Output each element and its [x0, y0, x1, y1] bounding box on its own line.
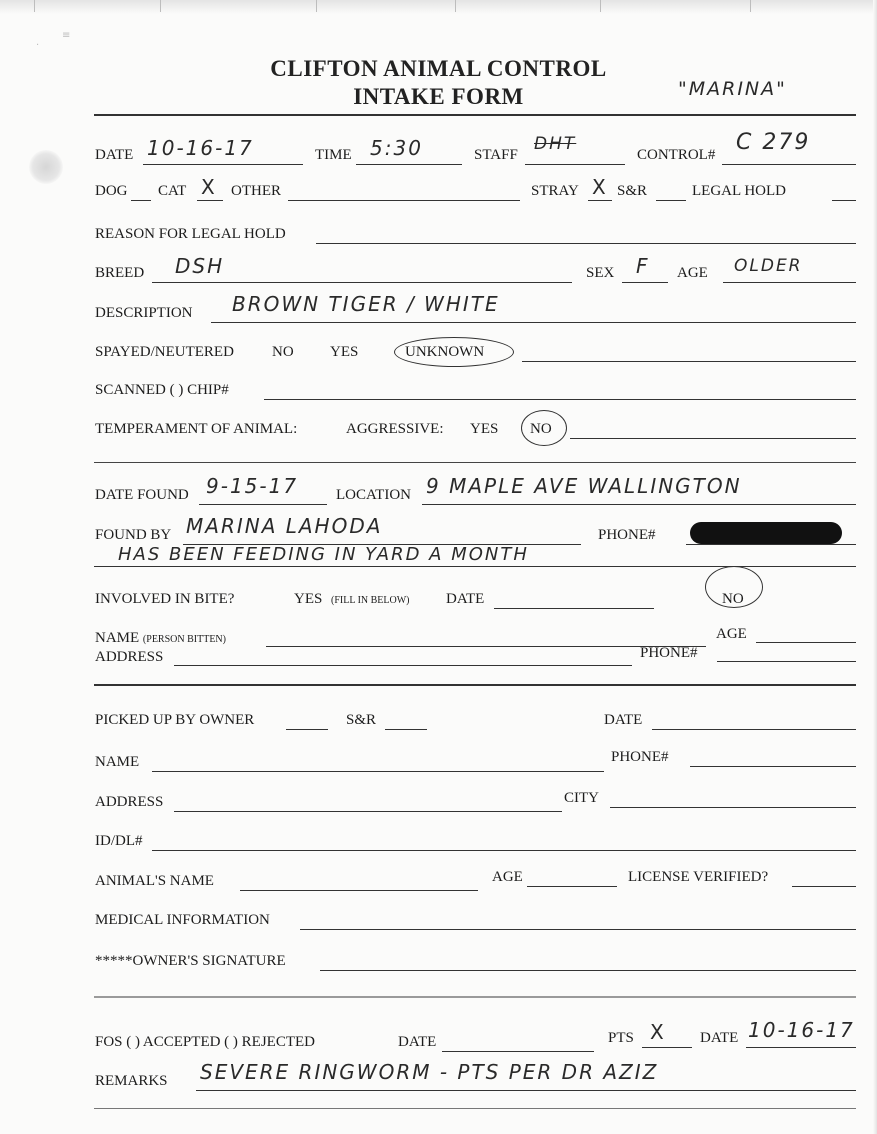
age-value: OLDER	[734, 256, 803, 276]
scan-top-edge	[0, 0, 877, 14]
stray-check-mark: X	[592, 175, 606, 199]
animal-nickname: "MARINA"	[678, 78, 787, 100]
other-label: OTHER	[231, 183, 281, 199]
medical-info-label: MEDICAL INFORMATION	[95, 912, 270, 928]
staff-field[interactable]	[525, 164, 625, 165]
location-label: LOCATION	[336, 487, 411, 503]
section-divider	[94, 684, 856, 686]
owner-city-field[interactable]	[610, 807, 856, 808]
pts-check-mark: X	[650, 1020, 664, 1044]
fos-date-label: DATE	[398, 1034, 437, 1050]
dog-label: DOG	[95, 183, 128, 199]
bite-date-field[interactable]	[494, 608, 654, 609]
other-field[interactable]	[288, 200, 520, 201]
age-label: AGE	[677, 265, 708, 281]
spayed-notes-field[interactable]	[522, 361, 856, 362]
found-note-value: HAS BEEN FEEDING IN YARD A MONTH	[118, 544, 529, 565]
bite-no-circle-mark	[705, 566, 763, 608]
section-divider	[94, 462, 856, 463]
aggressive-no-option[interactable]: NO	[530, 421, 552, 437]
owner-sr-field[interactable]	[385, 729, 427, 730]
sex-label: SEX	[586, 265, 615, 281]
spayed-no-option[interactable]: NO	[272, 344, 294, 360]
person-bitten-note: (PERSON BITTEN)	[142, 634, 226, 645]
staff-value: DHT	[534, 134, 577, 154]
chip-number-field[interactable]	[264, 399, 856, 400]
owner-age-field[interactable]	[527, 886, 617, 887]
bite-date-label: DATE	[446, 591, 485, 607]
bottom-divider	[94, 1108, 856, 1109]
license-verified-label: LICENSE VERIFIED?	[628, 869, 769, 885]
redacted-phone-mark	[690, 522, 842, 544]
staff-label: STAFF	[474, 147, 518, 163]
time-label: TIME	[315, 147, 352, 163]
bite-yes-option[interactable]: YES	[294, 591, 323, 607]
aggressive-label: AGGRESSIVE:	[346, 421, 444, 437]
breed-value: DSH	[175, 254, 225, 278]
unknown-circle-mark	[394, 337, 514, 367]
description-label: DESCRIPTION	[95, 305, 193, 321]
bitten-address-field[interactable]	[174, 665, 632, 666]
control-field[interactable]	[722, 164, 856, 165]
owner-phone-label: PHONE#	[611, 749, 669, 765]
spayed-yes-option[interactable]: YES	[330, 344, 359, 360]
header-divider	[94, 114, 856, 116]
scan-right-edge	[873, 0, 877, 1134]
cat-check-mark: X	[201, 175, 215, 199]
bitten-name-label	[95, 630, 226, 647]
bite-no-option[interactable]: NO	[722, 591, 744, 607]
temperament-label: TEMPERAMENT OF ANIMAL:	[95, 421, 298, 437]
date-found-label: DATE FOUND	[95, 487, 189, 503]
found-by-phone-field[interactable]	[686, 544, 856, 545]
legal-hold-field[interactable]	[832, 200, 856, 201]
reason-legal-hold-label: REASON FOR LEGAL HOLD	[95, 226, 286, 242]
description-value: BROWN TIGER / WHITE	[232, 292, 500, 316]
owner-name-label: NAME	[95, 754, 140, 770]
sr-field[interactable]	[656, 200, 686, 201]
found-by-phone-label: PHONE#	[598, 527, 656, 543]
found-by-label: FOUND BY	[95, 527, 172, 543]
reason-legal-hold-field[interactable]	[316, 243, 856, 244]
spayed-neutered-label: SPAYED/NEUTERED	[95, 344, 234, 360]
fos-date-field[interactable]	[442, 1051, 594, 1052]
sr-label: S&R	[617, 183, 648, 199]
sex-field[interactable]	[622, 282, 668, 283]
remarks-label: REMARKS	[95, 1073, 168, 1089]
id-dl-label: ID/DL#	[95, 833, 143, 849]
legal-hold-label: LEGAL HOLD	[692, 183, 787, 199]
fill-in-below-note: (FILL IN BELOW)	[331, 595, 410, 606]
owner-signature-label: *****OWNER'S SIGNATURE	[95, 953, 286, 969]
bitten-phone-label: PHONE#	[640, 645, 698, 661]
bitten-address-label: ADDRESS	[95, 649, 164, 665]
section-divider	[94, 996, 856, 998]
owner-sr-label: S&R	[346, 712, 377, 728]
owner-address-label: ADDRESS	[95, 794, 164, 810]
id-dl-field[interactable]	[152, 850, 856, 851]
form-title-line1: CLIFTON ANIMAL CONTROL	[270, 56, 607, 81]
animals-name-label: ANIMAL'S NAME	[95, 873, 214, 889]
owner-name-field[interactable]	[152, 771, 604, 772]
sex-value: F	[636, 254, 650, 278]
remarks-field[interactable]	[196, 1090, 856, 1091]
bitten-name-text: NAME	[95, 630, 140, 646]
pts-date-field[interactable]	[746, 1047, 856, 1048]
hole-punch-mark	[29, 150, 63, 184]
spayed-unknown-option[interactable]: UNKNOWN	[405, 344, 485, 360]
date-label: DATE	[95, 147, 134, 163]
date-found-field[interactable]	[199, 504, 327, 505]
owner-address-field[interactable]	[174, 811, 562, 812]
owner-date-field[interactable]	[652, 729, 856, 730]
bitten-age-label: AGE	[716, 626, 747, 642]
date-found-value: 9-15-17	[206, 474, 299, 498]
breed-label: BREED	[95, 265, 145, 281]
form-title-line2: INTAKE FORM	[353, 84, 524, 109]
bitten-phone-field[interactable]	[717, 661, 856, 662]
date-field[interactable]	[143, 164, 303, 165]
breed-field[interactable]	[152, 282, 572, 283]
no-circle-mark	[521, 410, 567, 446]
bitten-age-field[interactable]	[756, 642, 856, 643]
picked-up-owner-field[interactable]	[286, 729, 328, 730]
cat-label: CAT	[158, 183, 187, 199]
scan-speck: ·	[36, 40, 40, 51]
pts-date-label: DATE	[700, 1030, 739, 1046]
time-value: 5:30	[370, 136, 423, 160]
license-verified-field[interactable]	[792, 886, 856, 887]
remarks-value: SEVERE RINGWORM - PTS PER DR AZIZ	[200, 1060, 659, 1084]
aggressive-yes-option[interactable]: YES	[470, 421, 499, 437]
control-label: CONTROL#	[637, 147, 716, 163]
stray-field[interactable]	[588, 200, 612, 201]
involved-bite-label: INVOLVED IN BITE?	[95, 591, 235, 607]
owner-city-label: CITY	[564, 790, 599, 806]
scan-speck: ≡	[62, 30, 71, 41]
control-value: C 279	[736, 130, 811, 155]
pts-label: PTS	[608, 1030, 634, 1046]
owner-phone-field[interactable]	[690, 766, 856, 767]
stray-label: STRAY	[531, 183, 579, 199]
description-field[interactable]	[211, 322, 856, 323]
age-field[interactable]	[723, 282, 856, 283]
medical-info-field[interactable]	[300, 929, 856, 930]
location-value: 9 MAPLE AVE WALLINGTON	[426, 474, 742, 498]
temperament-notes-field[interactable]	[570, 438, 856, 439]
animals-name-field[interactable]	[240, 890, 478, 891]
picked-up-owner-label: PICKED UP BY OWNER	[95, 712, 255, 728]
cat-field[interactable]	[197, 200, 223, 201]
owner-date-label: DATE	[604, 712, 643, 728]
date-value: 10-16-17	[147, 136, 254, 160]
scanned-chip-label: SCANNED ( ) CHIP#	[95, 382, 229, 398]
pts-field[interactable]	[642, 1047, 692, 1048]
found-by-value: MARINA LAHODA	[186, 514, 383, 538]
owner-signature-field[interactable]	[320, 970, 856, 971]
time-field[interactable]	[356, 164, 462, 165]
fos-label: FOS ( ) ACCEPTED ( ) REJECTED	[95, 1034, 316, 1050]
location-field[interactable]	[422, 504, 856, 505]
owner-age-label: AGE	[492, 869, 523, 885]
dog-field[interactable]	[131, 200, 151, 201]
pts-date-value: 10-16-17	[748, 1018, 855, 1042]
